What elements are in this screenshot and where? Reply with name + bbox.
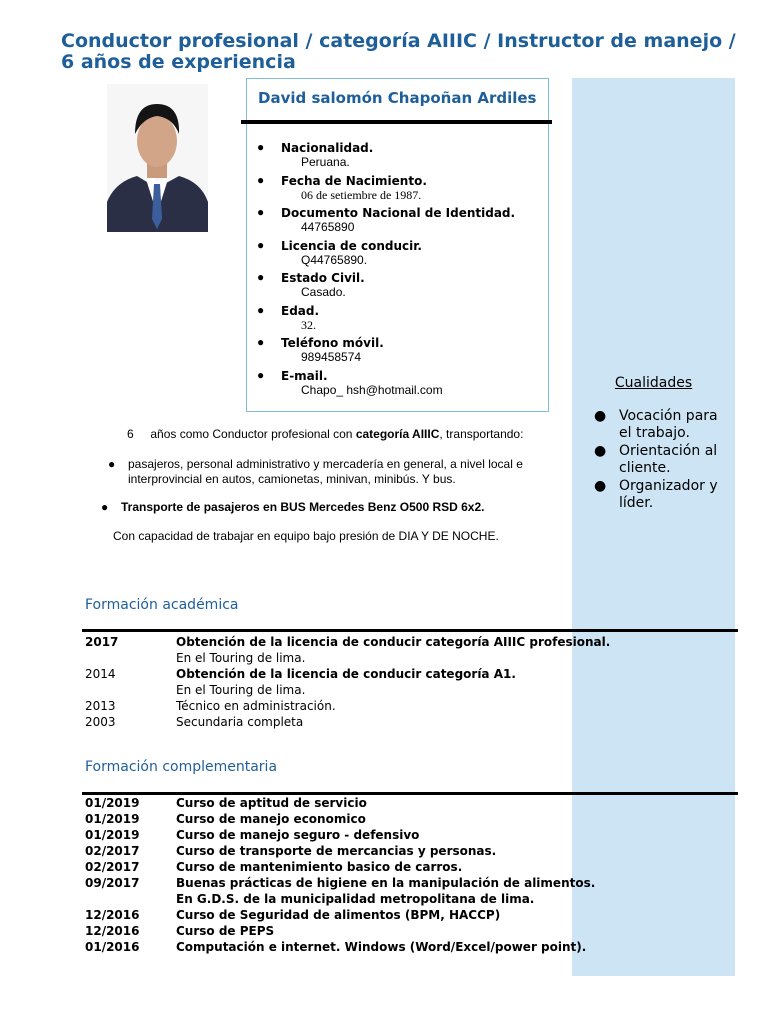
- experience-bullet-passengers: ● pasajeros, personal administrativo y mercadería en general, a nivel local e interprovincial en autos, camionetas, minivan, minibús. Y bus.: [108, 457, 523, 486]
- detail-dni: ● Documento Nacional de Identidad. 44765890: [257, 205, 516, 234]
- qualities-list: [572, 408, 734, 513]
- profile-photo: [107, 84, 208, 232]
- experience-closing: Con capacidad de trabajar en equipo bajo presión de DIA Y DE NOCHE.: [113, 529, 499, 543]
- personal-details-list: [255, 141, 545, 401]
- bullet-icon: ●: [594, 408, 607, 424]
- qualities-sidebar: [572, 78, 735, 976]
- bullet-icon: ●: [257, 367, 265, 382]
- bullet-icon: ●: [257, 237, 265, 252]
- detail-age: ● Edad. 32.: [257, 302, 320, 332]
- bullet-icon: ●: [594, 443, 607, 459]
- bullet-icon: ●: [594, 478, 607, 494]
- candidate-name: David salomón Chapoñan Ardiles: [258, 89, 537, 107]
- quality-item: ● Orientación al cliente.: [594, 443, 718, 476]
- bullet-icon: ●: [257, 205, 265, 219]
- complementary-heading: Formación complementaria: [85, 759, 278, 775]
- detail-birthdate: ● Fecha de Nacimiento. 06 de setiembre de 1987.: [257, 172, 427, 202]
- page-title: Conductor profesional / categoría AIIIC / Instructor de manejo / 6 años de experiencia: [61, 30, 736, 73]
- experience-intro: 6 años como Conductor profesional con categoría AIIIC, transportando:: [127, 427, 524, 441]
- detail-nationality: ● Nacionalidad. Peruana.: [257, 140, 374, 169]
- bullet-icon: ●: [257, 140, 265, 154]
- personal-info-box: [246, 78, 549, 412]
- bullet-icon: ●: [101, 500, 109, 514]
- detail-email: ● E-mail. Chapo_ hsh@hotmail.com: [257, 367, 443, 397]
- qualities-heading: Cualidades: [614, 375, 693, 391]
- bullet-icon: ●: [257, 172, 265, 187]
- detail-civil-status: ● Estado Civil. Casado.: [257, 270, 365, 299]
- detail-license: ● Licencia de conducir. Q44765890.: [257, 237, 422, 267]
- quality-item: ● Vocación para el trabajo.: [594, 408, 718, 441]
- experience-bullet-bus: ● Transporte de pasajeros en BUS Mercedes Benz O500 RSD 6x2.: [101, 500, 485, 514]
- bullet-icon: ●: [257, 302, 265, 317]
- academic-divider: [82, 629, 738, 632]
- bullet-icon: ●: [257, 335, 265, 349]
- name-divider: [241, 120, 552, 124]
- experience-years: 6: [127, 427, 134, 441]
- bullet-icon: ●: [108, 457, 116, 471]
- detail-phone: ● Teléfono móvil. 989458574: [257, 335, 384, 364]
- bullet-icon: ●: [257, 270, 265, 284]
- quality-item: ● Organizador y líder.: [594, 478, 718, 511]
- academic-heading: Formación académica: [85, 597, 239, 613]
